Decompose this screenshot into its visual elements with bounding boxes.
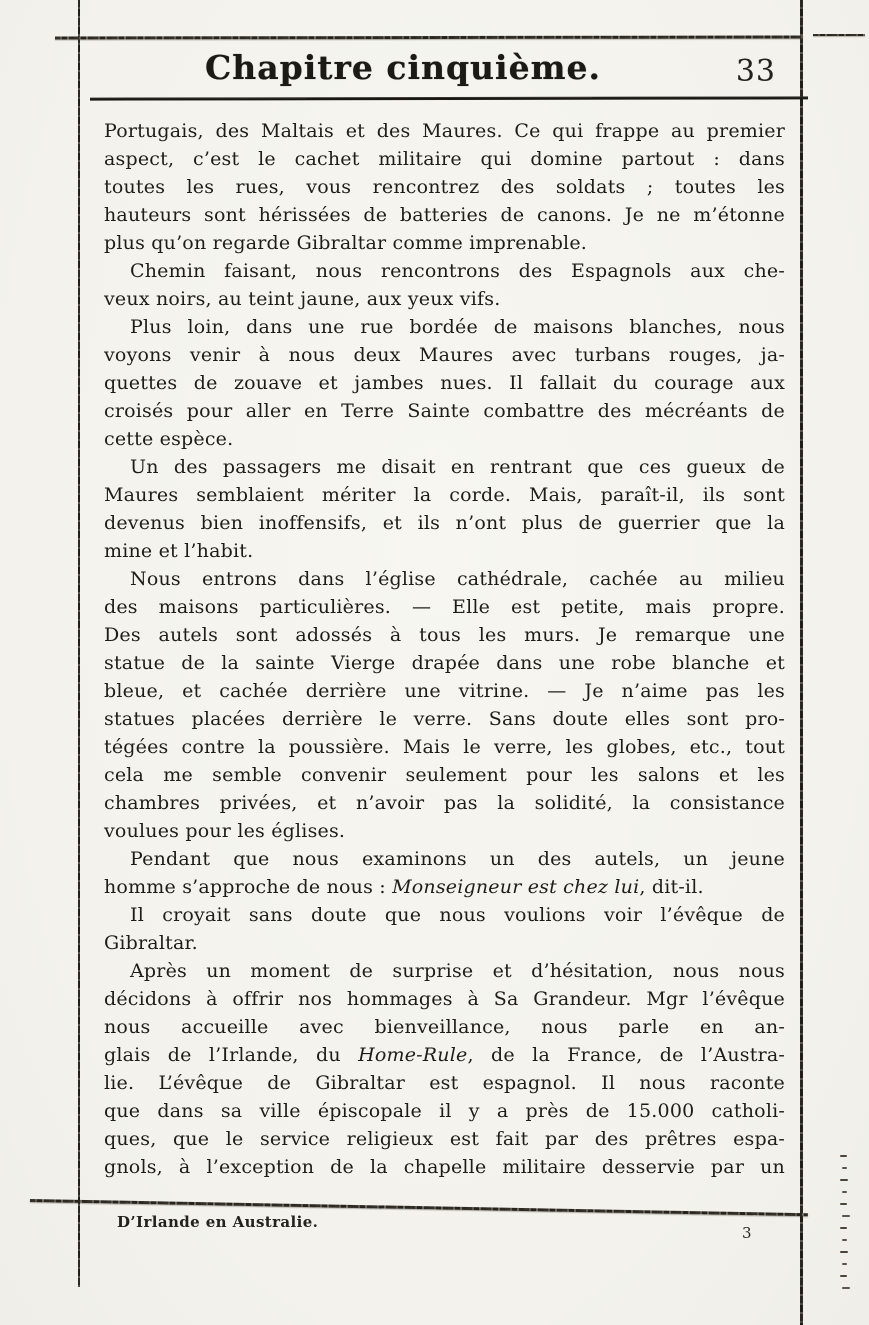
- text-segment: Il croyait sans doute que nous voulions voir l’évêque de: [130, 904, 785, 926]
- header-rule: [90, 96, 808, 100]
- paragraph: [104, 901, 785, 957]
- text-line: [104, 985, 785, 1013]
- edge-mark: [842, 1191, 847, 1193]
- edge-mark: [840, 1251, 848, 1253]
- fore-edge-marks: [840, 1155, 852, 1299]
- text-line: [104, 341, 785, 369]
- text-segment: Des autels sont adossés à tous les murs. Je remarque une: [104, 624, 785, 646]
- text-segment: statues placées derrière le verre. Sans doute elles sont pro-: [104, 708, 785, 730]
- text-segment: croisés pour aller en Terre Sainte combattre des mécréants de: [104, 400, 785, 422]
- text-segment: , de la France, de l’Austra-: [467, 1044, 786, 1066]
- text-line: [104, 789, 785, 817]
- edge-mark: [842, 1215, 850, 1217]
- text-segment: Plus loin, dans une rue bordée de maisons blanches, nous: [130, 316, 785, 338]
- text-segment: cette espèce.: [104, 428, 234, 450]
- book-title: D’Irlande en Australie.: [117, 1213, 319, 1231]
- text-line: [104, 257, 785, 285]
- text-line: [104, 593, 785, 621]
- text-line: [104, 1097, 785, 1125]
- text-segment: Maures semblaient mériter la corde. Mais, paraît-il, ils sont: [104, 484, 785, 506]
- text-segment: gnols, à l’exception de la chapelle militaire desservie par un: [104, 1156, 785, 1178]
- text-segment: homme s’approche de nous :: [104, 876, 393, 898]
- paragraph: [104, 117, 785, 257]
- text-line: [104, 453, 785, 481]
- text-line: [104, 425, 785, 453]
- text-segment: ques, que le service religieux est fait par des prêtres espa-: [104, 1128, 785, 1150]
- text-line: [104, 733, 785, 761]
- paragraph: [104, 257, 785, 313]
- text-segment: bleue, et cachée derrière une vitrine. — Je n’aime pas les: [104, 680, 785, 702]
- text-line: [104, 1125, 785, 1153]
- text-segment: veux noirs, au teint jaune, aux yeux vifs.: [104, 288, 501, 310]
- text-segment: quettes de zouave et jambes nues. Il fallait du courage aux: [104, 372, 785, 394]
- text-line: [104, 621, 785, 649]
- text-line: [104, 1069, 785, 1097]
- page-header: [90, 48, 802, 96]
- text-line: [104, 873, 785, 901]
- italic-text-segment: Home-Rule: [358, 1044, 468, 1066]
- text-segment: devenus bien inoffensifs, et ils n’ont plus de guerrier que la: [104, 512, 785, 534]
- text-segment: Un des passagers me disait en rentrant que ces gueux de: [130, 456, 785, 478]
- text-line: [104, 1153, 785, 1181]
- edge-mark: [840, 1227, 847, 1229]
- text-segment: décidons à offrir nos hommages à Sa Grandeur. Mgr l’évêque: [104, 988, 785, 1010]
- text-segment: plus qu’on regarde Gibraltar comme imprenable.: [104, 232, 588, 254]
- text-line: [104, 173, 785, 201]
- text-segment: des maisons particulières. — Elle est petite, mais propre.: [104, 596, 785, 618]
- text-line: [104, 957, 785, 985]
- text-segment: Après un moment de surprise et d’hésitation, nous nous: [130, 960, 785, 982]
- text-segment: statue de la sainte Vierge drapée dans une robe blanche et: [104, 652, 785, 674]
- text-segment: hauteurs sont hérissées de batteries de canons. Je ne m’étonne: [104, 204, 785, 226]
- text-segment: lie. L’évêque de Gibraltar est espagnol. Il nous raconte: [104, 1072, 785, 1094]
- chapter-title: Chapitre cinquième.: [205, 48, 601, 87]
- text-line: [104, 901, 785, 929]
- text-line: [104, 229, 785, 257]
- text-line: [104, 929, 785, 957]
- text-segment: mine et l’habit.: [104, 540, 254, 562]
- text-line: [104, 1013, 785, 1041]
- paragraph: [104, 313, 785, 453]
- text-segment: Nous entrons dans l’église cathédrale, cachée au milieu: [130, 568, 785, 590]
- text-segment: toutes les rues, vous rencontrez des soldats ; toutes les: [104, 176, 785, 198]
- paragraph: [104, 453, 785, 565]
- edge-mark: [840, 1179, 848, 1181]
- text-line: [104, 817, 785, 845]
- text-segment: tégées contre la poussière. Mais le verre, les globes, etc., tout: [104, 736, 785, 758]
- italic-text-segment: Monseigneur est chez lui: [392, 876, 640, 898]
- text-segment: voulues pour les églises.: [104, 820, 346, 842]
- top-rough-rule-right-segment: [813, 34, 865, 36]
- text-line: [104, 1041, 785, 1069]
- edge-mark: [840, 1203, 847, 1205]
- top-rough-rule: [55, 35, 803, 39]
- text-segment: que dans sa ville épiscopale il y a près de 15.000 catholi-: [104, 1100, 785, 1122]
- text-segment: cela me semble convenir seulement pour les salons et les: [104, 764, 785, 786]
- text-line: [104, 649, 785, 677]
- text-segment: glais de l’Irlande, du: [104, 1044, 359, 1066]
- signature-number: 3: [742, 1224, 752, 1242]
- text-line: [104, 481, 785, 509]
- text-segment: Chemin faisant, nous rencontrons des Espagnols aux che-: [130, 260, 785, 282]
- text-segment: chambres privées, et n’avoir pas la solidité, la consistance: [104, 792, 785, 814]
- text-line: [104, 117, 785, 145]
- text-line: [104, 537, 785, 565]
- text-segment: , dit-il.: [639, 876, 704, 898]
- page-number: 33: [735, 54, 776, 89]
- text-line: [104, 145, 785, 173]
- paragraph: [104, 845, 785, 901]
- text-segment: nous accueille avec bienveillance, nous parle en an-: [104, 1016, 785, 1038]
- text-line: [104, 761, 785, 789]
- text-line: [104, 565, 785, 593]
- text-line: [104, 677, 785, 705]
- text-segment: aspect, c’est le cachet militaire qui domine partout : dans: [104, 148, 785, 170]
- paragraph: [104, 957, 785, 1181]
- edge-mark: [842, 1167, 847, 1169]
- text-line: [104, 705, 785, 733]
- edge-mark: [842, 1287, 850, 1289]
- text-segment: voyons venir à nous deux Maures avec turbans rouges, ja-: [104, 344, 785, 366]
- text-line: [104, 285, 785, 313]
- text-line: [104, 313, 785, 341]
- text-line: [104, 201, 785, 229]
- edge-mark: [842, 1263, 847, 1265]
- text-line: [104, 369, 785, 397]
- text-segment: Portugais, des Maltais et des Maures. Ce qui frappe au premier: [104, 120, 785, 142]
- edge-mark: [840, 1275, 847, 1277]
- paragraph: [104, 565, 785, 845]
- body-text: [104, 117, 785, 1181]
- edge-mark: [842, 1239, 847, 1241]
- text-line: [104, 397, 785, 425]
- left-border-line: [78, 0, 80, 1287]
- text-segment: Pendant que nous examinons un des autels, un jeune: [130, 848, 785, 870]
- text-line: [104, 845, 785, 873]
- text-line: [104, 509, 785, 537]
- edge-mark: [840, 1155, 847, 1157]
- text-segment: Gibraltar.: [104, 932, 198, 954]
- right-border-line: [800, 0, 803, 1325]
